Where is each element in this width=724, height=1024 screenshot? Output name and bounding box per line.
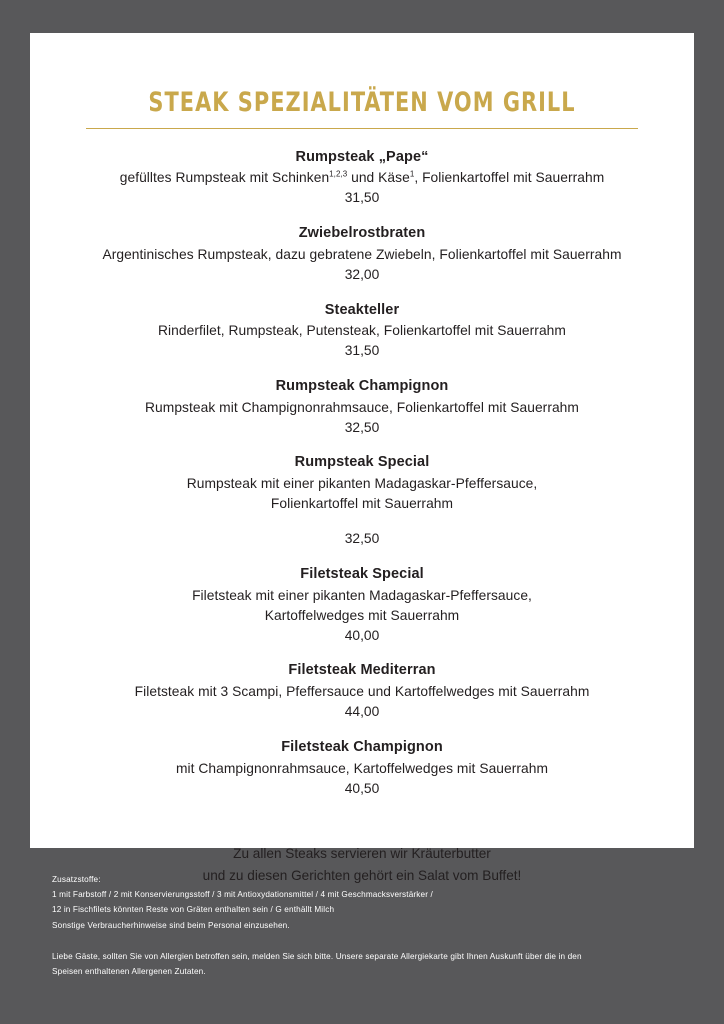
menu-item-filetsteak-special bbox=[75, 564, 649, 646]
additives-line-3: Sonstige Verbraucherhinweise sind beim Personal einzusehen. bbox=[52, 920, 290, 930]
footer-note-line: und zu diesen Gerichten gehört ein Salat vom Buffet! bbox=[202, 867, 522, 883]
menu-item-filetsteak-mediterran bbox=[75, 660, 649, 722]
dish-price: 44,00 bbox=[344, 704, 380, 720]
allergy-line-2: Speisen enthaltenen Allergenen Zutaten. bbox=[52, 966, 206, 976]
allergy-line-1: Liebe Gäste, sollten Sie von Allergien betroffen sein, melden Sie sich bitte. Unsere separate Allergiekarte gibt Ihnen Auskunft über die in den bbox=[52, 951, 582, 961]
allergen-ref: 1,2,3 bbox=[329, 169, 348, 179]
dish-description-part: und Käse bbox=[347, 170, 410, 186]
dish-name: Steakteller bbox=[324, 301, 400, 318]
dish-name: Rumpsteak Champignon bbox=[275, 378, 449, 394]
menu-item-filetsteak-champignon bbox=[75, 737, 649, 799]
dish-description: Kartoffelwedges mit Sauerrahm bbox=[264, 607, 460, 623]
dish-price: 40,00 bbox=[344, 627, 380, 643]
dish-name: Filetsteak Mediterran bbox=[288, 662, 436, 679]
additives-line-1: 1 mit Farbstoff / 2 mit Konservierungsstoff / 3 mit Antioxydationsmittel / 4 mit Geschmacksverstärker / bbox=[52, 890, 433, 900]
dish-description: Filetsteak mit 3 Scampi, Pfeffersauce und Kartoffelwedges mit Sauerrahm bbox=[134, 684, 590, 700]
dish-price: 32,50 bbox=[344, 531, 380, 547]
additives-line-2: 12 in Fischfilets könnten Reste von Gräten enthalten sein / G enthällt Milch bbox=[52, 905, 335, 915]
dish-name: Zwiebelrostbraten bbox=[298, 225, 426, 242]
menu-item-rumpsteak-champignon bbox=[75, 376, 649, 438]
dish-price: 32,00 bbox=[344, 266, 380, 282]
dish-description-part: gefülltes Rumpsteak mit Schinken bbox=[119, 170, 330, 186]
dish-name: Rumpsteak „Pape“ bbox=[295, 148, 429, 165]
legal-notes bbox=[52, 872, 652, 979]
menu-item-steakteller bbox=[75, 300, 649, 362]
dish-description: Rinderfilet, Rumpsteak, Putensteak, Folienkartoffel mit Sauerrahm bbox=[158, 323, 566, 339]
allergen-ref: 1 bbox=[409, 169, 415, 179]
menu-item-zwiebelrostbraten bbox=[75, 223, 649, 285]
dish-price: 40,50 bbox=[344, 780, 380, 796]
dish-description: Argentinisches Rumpsteak, dazu gebratene Zwiebeln, Folienkartoffel mit Sauerrahm bbox=[102, 246, 622, 262]
dish-description: mit Champignonrahmsauce, Kartoffelwedges mit Sauerrahm bbox=[175, 760, 549, 776]
allergy-block bbox=[52, 949, 652, 979]
dish-description: Folienkartoffel mit Sauerrahm bbox=[270, 496, 454, 512]
dish-name: Rumpsteak Special bbox=[294, 454, 430, 471]
dish-description-part: , Folienkartoffel mit Sauerrahm bbox=[414, 170, 605, 186]
menu-item-rumpsteak-special bbox=[75, 452, 649, 549]
dish-name: Filetsteak Special bbox=[300, 565, 424, 582]
dish-price: 32,50 bbox=[344, 419, 380, 435]
additives-block bbox=[52, 872, 652, 933]
dish-name: Filetsteak Champignon bbox=[281, 738, 443, 755]
menu-content bbox=[30, 33, 694, 907]
dish-price: 31,50 bbox=[344, 343, 380, 359]
dish-description: Rumpsteak mit einer pikanten Madagaskar-Pfeffersauce, bbox=[186, 476, 538, 492]
dish-description bbox=[75, 168, 649, 188]
menu-item-rumpsteak-pape bbox=[75, 147, 649, 209]
dish-description: Rumpsteak mit Champignonrahmsauce, Folienkartoffel mit Sauerrahm bbox=[145, 399, 579, 415]
title-divider bbox=[86, 128, 637, 129]
dish-description: Filetsteak mit einer pikanten Madagaskar-Pfeffersauce, bbox=[192, 587, 532, 603]
footer-note-line: Zu allen Steaks servieren wir Kräuterbutter bbox=[233, 846, 491, 862]
additives-heading: Zusatzstoffe: bbox=[52, 875, 101, 884]
page-title: STEAK SPEZIALITÄTEN VOM GRILL bbox=[148, 87, 576, 118]
dish-price: 31,50 bbox=[344, 190, 380, 206]
